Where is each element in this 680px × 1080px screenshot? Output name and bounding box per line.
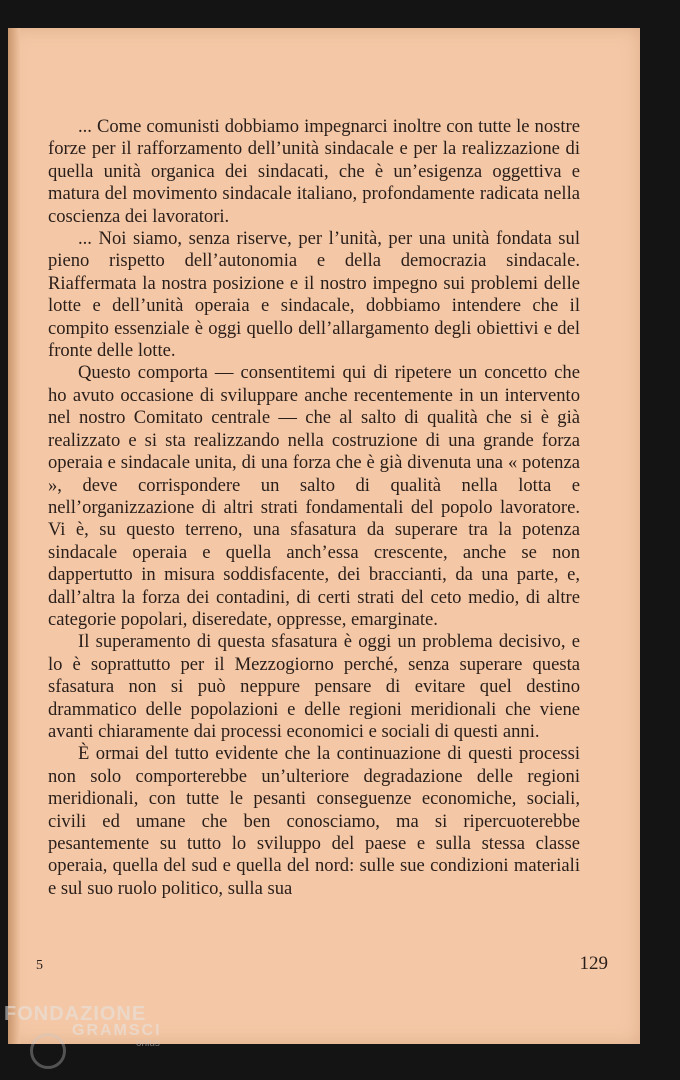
paragraph: Il superamento di questa sfasatura è oggi un problema decisivo, e lo è soprattutto per il Mezzogiorno perché, senza superare questa sfasatura non si può neppure pensare di evitare quel destino drammatico delle popolazioni e delle regioni meridionali che viene avanti chiaramente dai processi economici e sociali di questi anni. (48, 631, 580, 742)
paragraph: ... Come comunisti dobbiamo impegnarci inoltre con tutte le nostre forze per il rafforzamento dell’unità sindacale e per la realizzazione di quella unità organica dei sindacati, che è un’esigenza oggettiva e matura del movimento sindacale italiano, profondamente radicata nella coscienza dei lavoratori. (48, 116, 580, 227)
watermark-line1: FONDAZIONE (4, 1003, 147, 1025)
book-page (8, 28, 640, 1044)
page-number: 129 (579, 953, 608, 974)
body-text (48, 116, 580, 900)
watermark-logo (4, 1003, 162, 1049)
watermark-g-icon (30, 1033, 66, 1069)
signature-mark: 5 (36, 958, 43, 973)
paragraph: È ormai del tutto evidente che la continuazione di questi processi non solo comporterebbe un’ulteriore degradazione delle regioni meridionali, con tutte le pesanti conseguenze economiche, sociali, civili ed umane che ben conosciamo, ma si ripercuoterebbe pesantemente su tutto lo sviluppo del paese e sulla stessa classe operaia, quella del sud e quella del nord: sulle sue condizioni materiali e sul suo ruolo politico, sulla sua (48, 743, 580, 899)
paragraph: ... Noi siamo, senza riserve, per l’unità, per una unità fondata sul pieno rispetto dell’autonomia e della democrazia sindacale. Riaffermata la nostra posizione e il nostro impegno sui problemi delle lotte e dell’unità operaia e sindacale, dobbiamo intendere che il compito essenziale è oggi quello dell’allargamento degli obiettivi e del fronte delle lotte. (48, 228, 580, 362)
paragraph: Questo comporta — consentitemi qui di ripetere un concetto che ho avuto occasione di sviluppare anche recentemente in un intervento nel nostro Comitato centrale — che al salto di qualità che si è già realizzato e si sta realizzando nella costruzione di una grande forza operaia e sindacale unita, di una forza che è già divenuta una « potenza », deve corrispondere un salto di qualità nella lotta e nell’organizzazione di altri strati fondamentali del popolo lavoratore. Vi è, su questo terreno, una sfasatura da superare tra la potenza sindacale operaia e quella anch’essa crescente, anche se non dappertutto in misura soddisfacente, dei braccianti, da una parte, e, dall’altra la forza dei contadini, di certi strati del ceto medio, di altre categorie popolari, diseredate, oppresse, emarginate. (48, 362, 580, 630)
page-binding-edge (8, 28, 20, 1044)
watermark-line2: GRAMSCI (72, 1022, 162, 1039)
watermark-line3: onlus (136, 1038, 160, 1049)
